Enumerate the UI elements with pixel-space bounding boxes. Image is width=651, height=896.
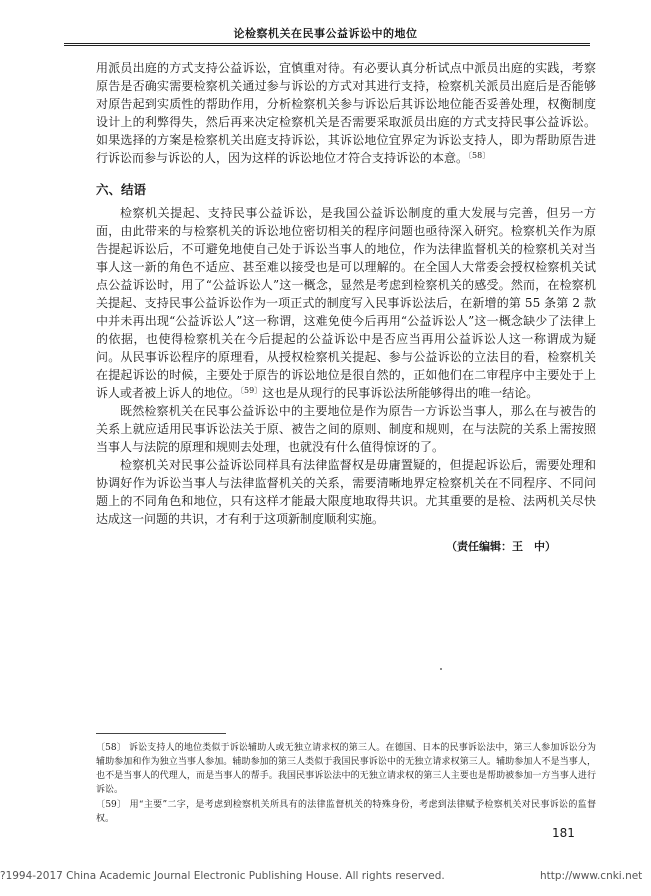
continued-paragraph <box>96 59 596 167</box>
footnote-ref-59[interactable]: 〔59〕 <box>240 386 263 395</box>
running-title: 论检察机关在民事公益诉讼中的地位 <box>233 27 418 40</box>
conclusion-paragraph-1-text: 检察机关提起、支持民事公益诉讼，是我国公益诉讼制度的重大发展与完善，但另一方面，由此带来的与检察机关的诉讼地位密切相关的程序问题也亟待深入研究。检察机关作为原告提起诉讼后，不可避免地使自己处于诉讼当事人的地位，作为法律监督机关的检察机关对当事人这一新的角色不适应、甚至难以接受也是可以理解的。在全国人大常委会授权检察机关试点公益诉讼时，用了“公益诉讼人”这一概念，显然是考虑到检察机关的感受。然而，在检察机关提起、支持民事公益诉讼作为一项正式的制度写入民事诉讼法后，在新增的第 55 条第 2 款中并未再出现“公益诉讼人”这一称谓，这难免使今后再用“公益诉讼人”这一概念缺少了法律上的依据，也使得检察机关在今后提起的公益诉讼中是否应当再用公益诉讼人这一称谓成为疑问。从民事诉讼程序的原理看，从授权检察机关提起、参与公益诉讼的立法目的看，检察机关在提起诉讼的时候，主要处于原告的诉讼地位是很自然的，正如他们在二审程序中主要处于上诉人或者被上诉人的地位。 <box>96 206 596 400</box>
conclusion-paragraph-2: 既然检察机关在民事公益诉讼中的主要地位是作为原告一方诉讼当事人，那么在与被告的关系上就应适用民事诉讼法关于原、被告之间的原则、制度和规则，在与法院的关系上需按照当事人与法院的原理和规则去处理，也就没有什么值得惊讶的了。 <box>96 404 596 454</box>
section-heading: 六、结语 <box>96 182 147 197</box>
responsible-editor: （责任编辑：王 中） <box>446 540 556 553</box>
conclusion-paragraph-1 <box>96 204 596 402</box>
footnote-rule <box>96 733 226 734</box>
footnote-59: 〔59〕 用“主要”二字，是考虑到检察机关所具有的法律监督机关的特殊身份，考虑到法律赋予检察机关对民事诉讼的监督权。 <box>96 800 596 824</box>
cnki-link[interactable]: http://www.cnki.net <box>540 870 643 882</box>
continued-paragraph-text: 用派员出庭的方式支持公益诉讼，宜慎重对待。有必要认真分析试点中派员出庭的实践，考察原告是否确实需要检察机关通过参与诉讼的方式对其进行支持，检察机关派员出庭后是否能够对原告起到实质性的帮助作用，分析检察机关参与诉讼后其诉讼地位能否妥善处理，权衡制度设计上的利弊得失，然后再来决定检察机关是否需要采取派员出庭的方式支持民事公益诉讼。如果选择的方案是检察机关出庭支持诉讼，其诉讼地位宜界定为诉讼支持人，即为帮助原告进行诉讼而参与诉讼的人，因为这样的诉讼地位才符合支持诉讼的本意。 <box>96 61 596 165</box>
scan-speck <box>440 668 442 670</box>
copyright-notice: ?1994-2017 China Academic Journal Electronic Publishing House. All rights reserved. <box>0 870 445 882</box>
header-rule-secondary <box>64 45 590 46</box>
footnote-58: 〔58〕 诉讼支持人的地位类似于诉讼辅助人或无独立请求权的第三人。在德国、日本的民事诉讼法中，第三人参加诉讼分为辅助参加和作为独立当事人参加。辅助参加的第三人类似于我国民事诉讼中的无独立请求权第三人。辅助参加人不是当事人，也不是当事人的代理人，而是当事人的帮手。我国民事诉讼法中的无独立请求权的第三人主要也是帮助被参加一方当事人进行诉讼。 <box>96 743 596 795</box>
page-number: 181 <box>552 826 575 840</box>
conclusion-paragraph-3: 检察机关对民事公益诉讼同样具有法律监督权是毋庸置疑的，但提起诉讼后，需要处理和协调好作为诉讼当事人与法律监督机关的关系，需要清晰地界定检察机关在不同程序、不同问题上的不同角色和地位，只有这样才能最大限度地取得共识。尤其重要的是检、法两机关尽快达成这一问题的共识，才有利于这项新制度顺利实施。 <box>96 458 596 526</box>
conclusion-paragraph-1-tail: 这也是从现行的民事诉讼法所能够得出的唯一结论。 <box>262 386 539 400</box>
article-body <box>96 59 596 556</box>
footnote-ref-58[interactable]: 〔58〕 <box>468 151 491 160</box>
header-rule <box>64 43 590 44</box>
footnotes <box>96 741 596 827</box>
copyright-bar <box>0 870 651 882</box>
